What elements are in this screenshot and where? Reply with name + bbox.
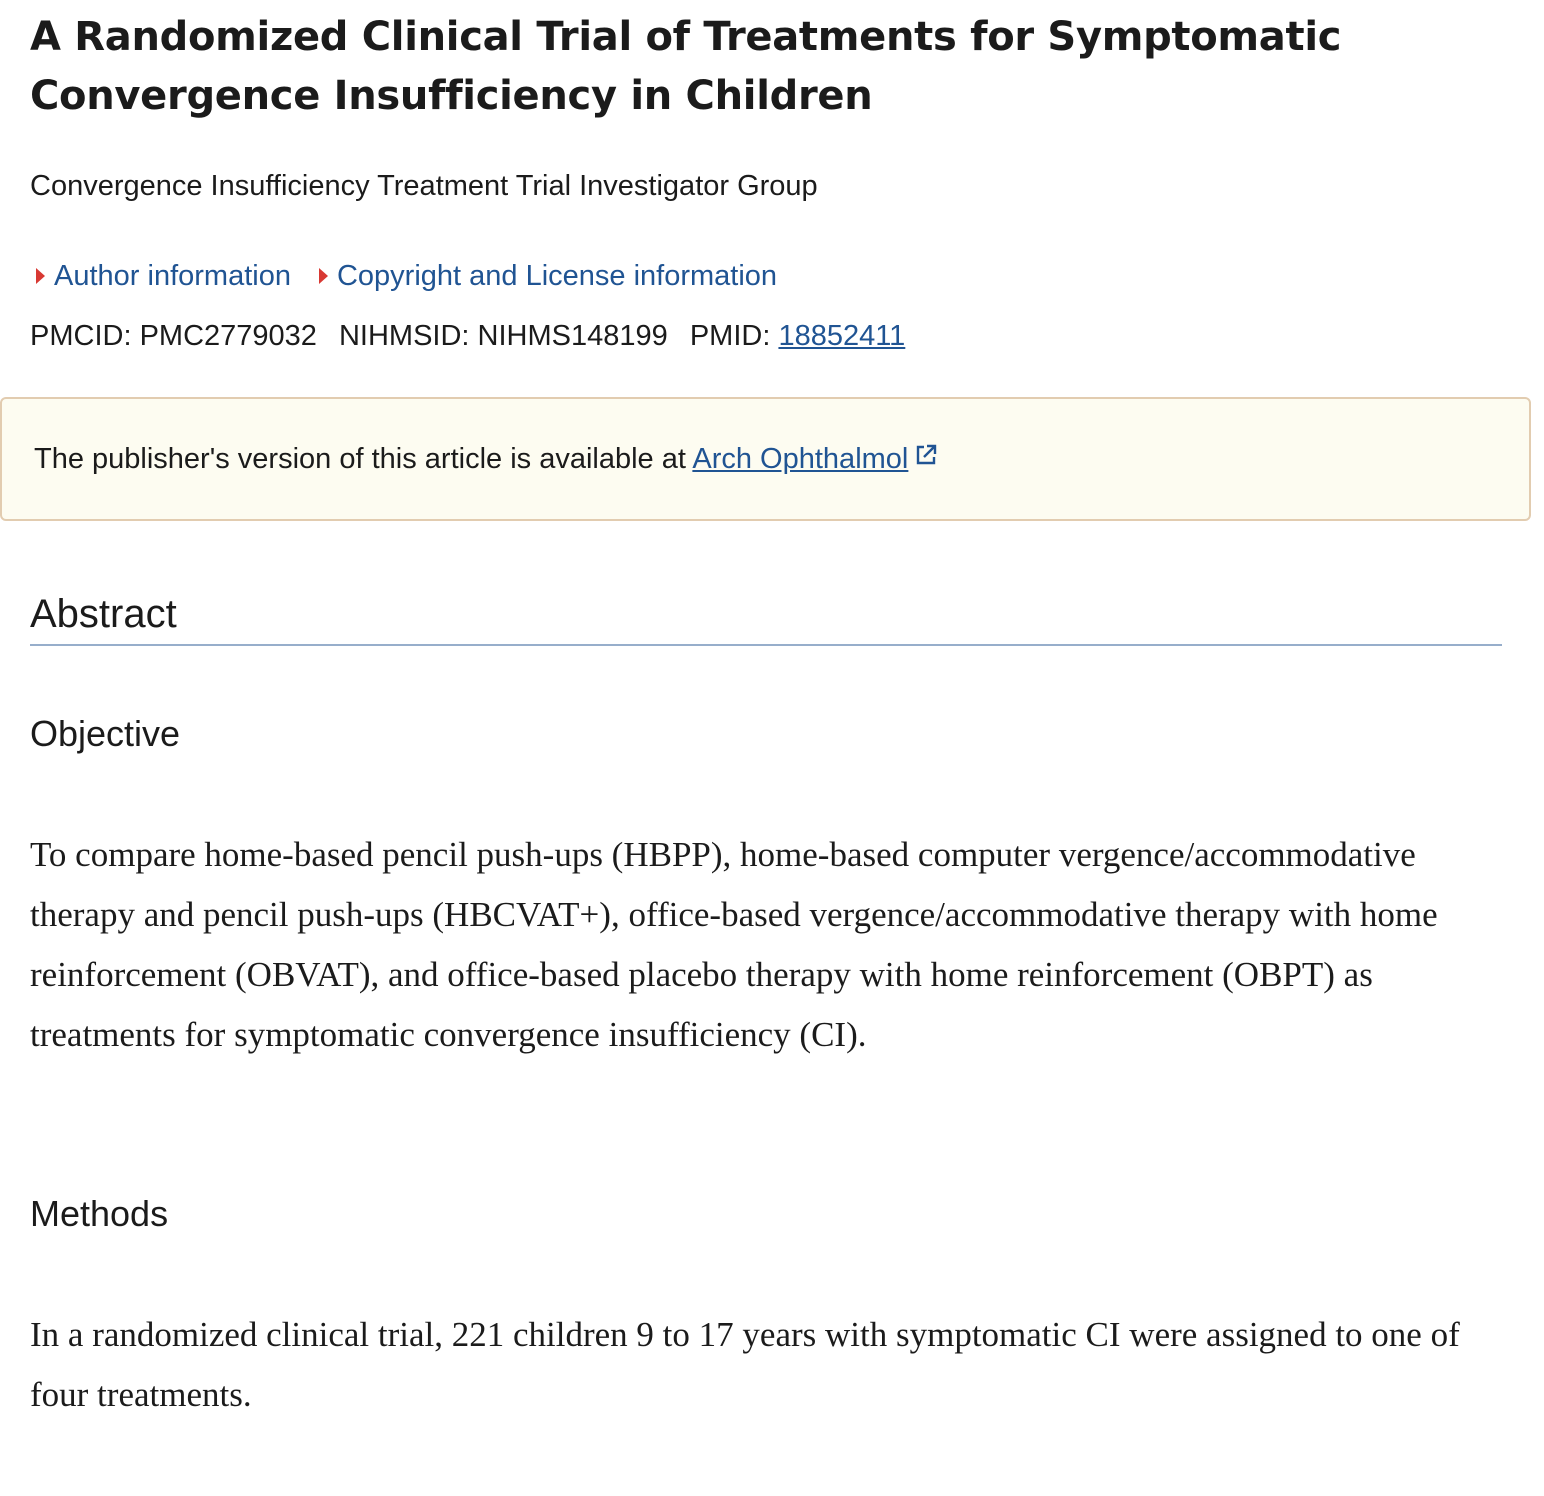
pmid-label: PMID: <box>689 320 771 352</box>
methods-heading: Methods <box>30 1193 169 1234</box>
caret-right-icon <box>36 268 45 284</box>
author-information-toggle[interactable] <box>30 258 291 294</box>
nihmsid-label: NIHMSID: <box>338 320 470 352</box>
article-identifiers <box>30 318 905 354</box>
pmcid-label: PMCID: <box>30 320 132 352</box>
copyright-license-toggle[interactable] <box>313 258 777 294</box>
author-group: Convergence Insufficiency Treatment Trial Investigator Group <box>30 170 818 202</box>
copyright-license-label: Copyright and License information <box>336 260 778 292</box>
article-title: A Randomized Clinical Trial of Treatments for Symptomatic Convergence Insufficiency in Children <box>30 14 1342 119</box>
objective-text: To compare home-based pencil push-ups (HBPP), home-based computer vergence/accommodative therapy and pencil push-ups (HBCVAT+), office-based vergence/accommodative therapy with home reinforcement (OBVAT), and office-based placebo therapy with home reinforcement (OBPT) as treatments for symptomatic convergence insufficiency (CI). <box>30 835 1438 1054</box>
publisher-link[interactable]: Arch Ophthalmol <box>692 443 909 475</box>
publisher-version-notice <box>0 397 1531 521</box>
external-link-icon[interactable] <box>914 440 938 476</box>
notice-text: The publisher's version of this article is available at <box>34 443 686 475</box>
pmcid-value: PMC2779032 <box>139 320 317 352</box>
notice-text-line <box>34 441 938 477</box>
objective-heading: Objective <box>30 713 181 754</box>
abstract-heading: Abstract <box>30 590 1502 646</box>
methods-text: In a randomized clinical trial, 221 children 9 to 17 years with symptomatic CI were assigned to one of four treatments. <box>30 1315 1460 1414</box>
caret-right-icon <box>319 268 328 284</box>
author-information-label: Author information <box>54 260 291 292</box>
pmid-link[interactable]: 18852411 <box>778 320 906 352</box>
info-links <box>30 258 799 294</box>
nihmsid-value: NIHMS148199 <box>477 320 668 352</box>
